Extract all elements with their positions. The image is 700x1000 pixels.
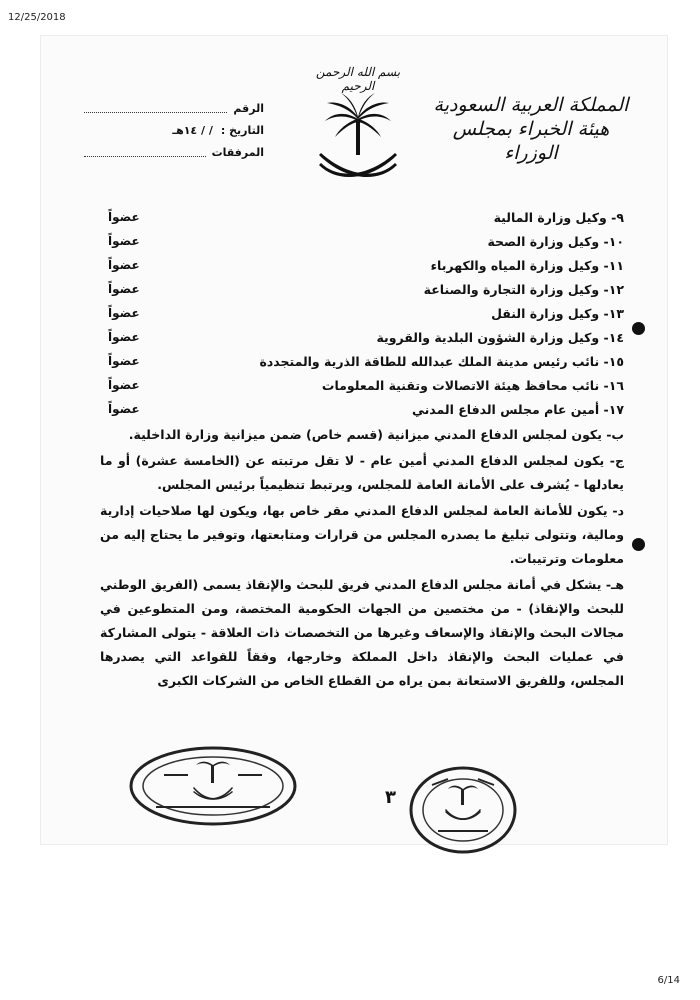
page-number: ٣ — [385, 787, 396, 808]
date-label: التاريخ : — [220, 123, 264, 137]
list-item: ٩- وكيل وزارة المالية عضواً — [108, 209, 624, 225]
paragraph-j: ج- يكون لمجلس الدفاع المدني أمين عام - لا تقل مرتبته عن (الخامسة عشرة) أو ما يعادلها - يُشرف على الأمانة العامة للمجلس، ويرتبط تنظيمياً برئيس المجلس. — [100, 453, 624, 492]
attachments-row — [84, 141, 264, 163]
members-list — [100, 205, 624, 421]
paragraph-d: د- يكون للأمانة العامة لمجلس الدفاع المدني مقر خاص بها، ويكون لها صلاحيات إدارية ومالية، وتتولى تبليغ ما يصدره المجلس من قرارات ومتابعتها، وتوفير ما يحتاج إليه من معلومات وترتيبات. — [100, 503, 624, 566]
list-item: ١٢- وكيل وزارة التجارة والصناعة عضواً — [108, 281, 624, 297]
stamp-seal-icon — [408, 765, 518, 855]
scanned-page — [40, 35, 668, 845]
list-item: ١٤- وكيل وزارة الشؤون البلدية والقروية عضواً — [108, 329, 624, 345]
list-item: ١٠- وكيل وزارة الصحة عضواً — [108, 233, 624, 249]
list-item: ١٦- نائب محافظ هيئة الاتصالات وتقنية المعلومات عضواً — [108, 377, 624, 393]
punch-hole-icon — [632, 322, 645, 335]
org-name-kingdom: المملكة العربية السعودية — [433, 94, 629, 116]
list-item: ١٧- أمين عام مجلس الدفاع المدني عضواً — [108, 401, 624, 417]
punch-hole-icon — [632, 538, 645, 551]
saudi-emblem-icon — [315, 89, 401, 185]
attachments-line — [84, 147, 206, 157]
org-name-authority: هيئة الخبراء بمجلس الوزراء — [452, 118, 610, 164]
basmala: بسم الله الرحمن الرحيم — [315, 65, 401, 93]
date-row — [84, 119, 264, 141]
attachments-label: المرفقات — [211, 145, 264, 159]
stamp-seal-icon — [128, 745, 298, 827]
document-body — [100, 205, 624, 693]
list-item: ١٥- نائب رئيس مدينة الملك عبدالله للطاقة الذرية والمتجددة عضواً — [108, 353, 624, 369]
reference-block — [84, 97, 264, 163]
list-item: ١٣- وكيل وزارة النقل عضواً — [108, 305, 624, 321]
organization-header — [426, 93, 636, 165]
print-date: 12/25/2018 — [8, 12, 66, 23]
reference-label: الرقم — [233, 101, 264, 115]
list-item: ١١- وكيل وزارة المياه والكهرباء عضواً — [108, 257, 624, 273]
page-counter: 6/14 — [657, 975, 680, 986]
paragraph-h: هـ- يشكل في أمانة مجلس الدفاع المدني فريق للبحث والإنقاذ يسمى (الفريق الوطني للبحث والإنقاذ) - من مختصين من الجهات الحكومية المختصة، ومن المتطوعين في مجالات البحث والإنقاذ والإسعاف وغيرها من التخصصات ذات العلاقة - يتولى المشاركة في عمليات البحث والإنقاذ داخل المملكة وخارجها، وفقاً للقواعد التي يصدرها المجلس، وللفريق الاستعانة بمن يراه من القطاع الخاص من الشركات الكبرى — [100, 577, 624, 688]
reference-number-row — [84, 97, 264, 119]
paragraph-b: ب- يكون لمجلس الدفاع المدني ميزانية (قسم خاص) ضمن ميزانية وزارة الداخلية. — [128, 427, 624, 442]
reference-line — [84, 103, 227, 113]
date-value: / / ١٤هـ — [172, 123, 213, 137]
